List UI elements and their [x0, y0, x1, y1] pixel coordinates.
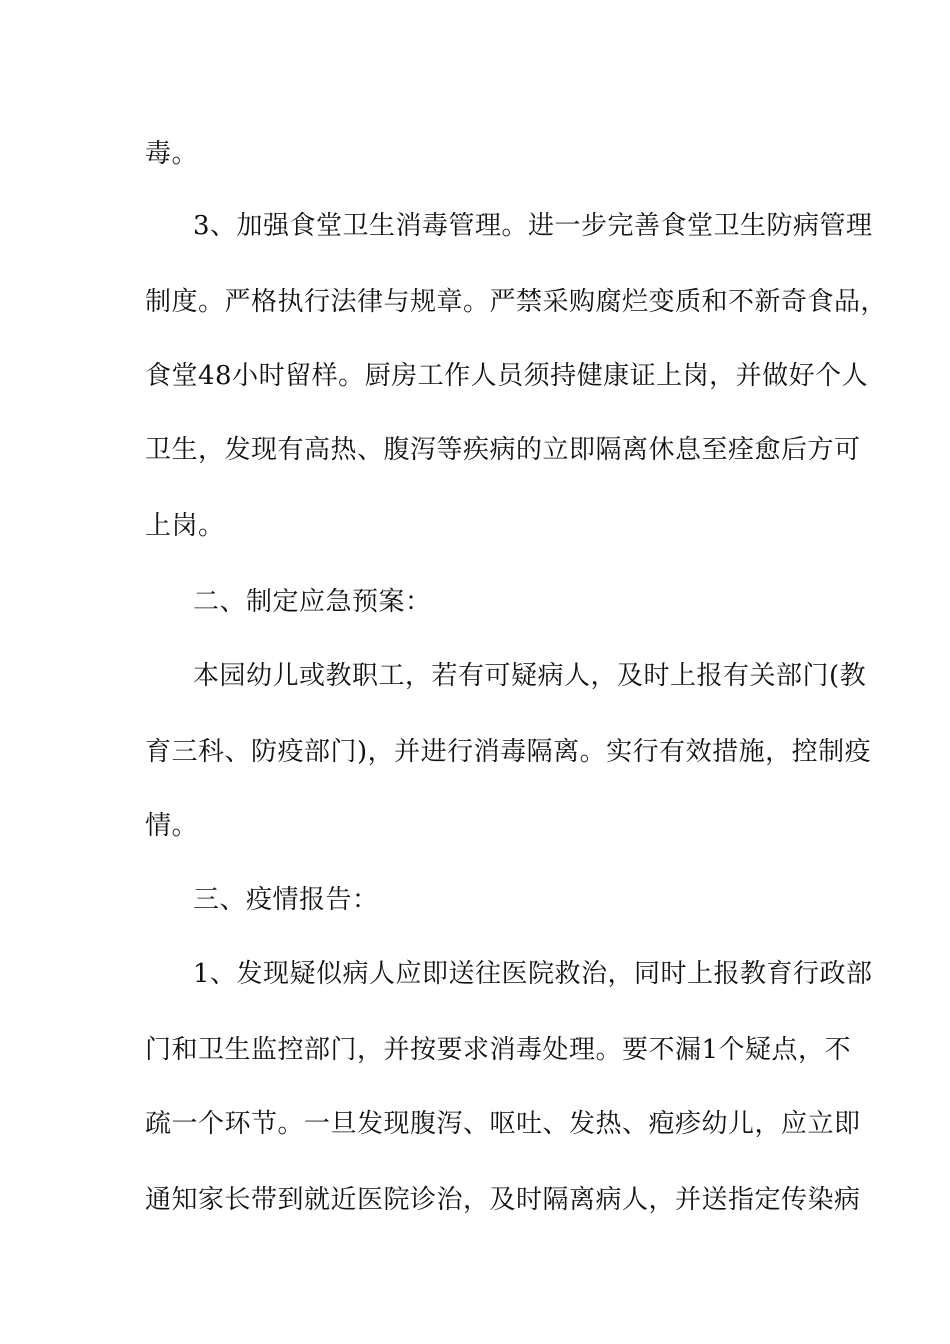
- text-line: 育三科、防疫部门)，并进行消毒隔离。实行有效措施，控制疫: [145, 737, 872, 767]
- text-line: 1、发现疑似病人应即送往医院救治，同时上报教育行政部: [193, 959, 873, 989]
- text-line: 本园幼儿或教职工，若有可疑病人，及时上报有关部门(教: [193, 661, 867, 691]
- text-line: 疏一个环节。一旦发现腹泻、呕吐、发热、疱疹幼儿，应立即: [145, 1109, 861, 1139]
- text-line: 门和卫生监控部门，并按要求消毒处理。要不漏1个疑点，不: [145, 1035, 852, 1065]
- section-heading: 二、制定应急预案：: [193, 587, 432, 617]
- text-line: 毒。: [145, 139, 199, 169]
- text-line: 3、加强食堂卫生消毒管理。进一步完善食堂卫生防病管理: [193, 211, 873, 241]
- section-heading: 三、疫情报告：: [193, 885, 379, 915]
- text-line: 情。: [145, 811, 199, 841]
- text-line: 食堂48小时留样。厨房工作人员须持健康证上岗，并做好个人: [145, 361, 869, 391]
- text-line: 上岗。: [145, 511, 225, 541]
- text-line: 卫生，发现有高热、腹泻等疾病的立即隔离休息至痊愈后方可: [145, 435, 861, 465]
- text-line: 通知家长带到就近医院诊治，及时隔离病人，并送指定传染病: [145, 1185, 861, 1215]
- text-line: 制度。严格执行法律与规章。严禁采购腐烂变质和不新奇食品，: [145, 287, 888, 317]
